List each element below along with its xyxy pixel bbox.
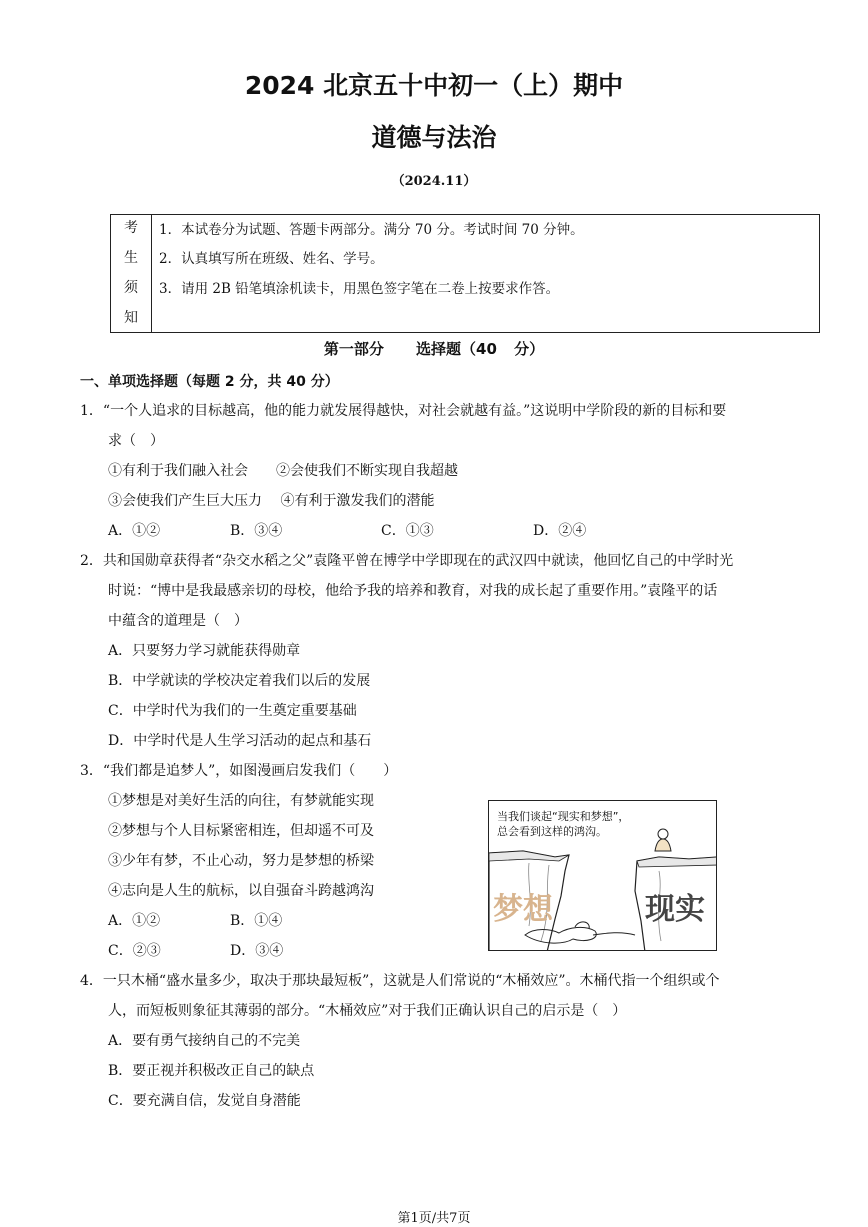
question-statement: ④志向是人生的航标，以自强奋斗跨越鸿沟 <box>108 883 374 899</box>
option-d: D．③④ <box>230 943 284 959</box>
notice-line: 2．认真填写所在班级、姓名、学号。 <box>159 251 384 267</box>
exam-subject: 道德与法治 <box>371 123 497 152</box>
notice-char: 考 <box>124 220 138 236</box>
option-b: B．中学就读的学校决定着我们以后的发展 <box>108 673 371 689</box>
notice-char: 知 <box>124 310 138 326</box>
option-d: D．中学时代是人生学习活动的起点和基石 <box>108 733 372 749</box>
question-stem: 4．一只木桶“盛水量多少，取决于那块最短板”，这就是人们常说的“木桶效应”。木桶代指一个组织或个 <box>80 973 720 989</box>
question-stem: 求（ ） <box>108 433 164 449</box>
cartoon-caption: 总会看到这样的鸿沟。 <box>497 825 607 838</box>
option-b: B．①④ <box>230 913 283 929</box>
notice-line: 1．本试卷分为试题、答题卡两部分。满分 70 分。考试时间 70 分钟。 <box>159 222 584 238</box>
part-title: 第一部分 选择题（40 分） <box>323 340 545 358</box>
option-d: D．②④ <box>533 523 587 539</box>
option-b: B．③④ <box>230 523 283 539</box>
page-number: 第1页/共7页 <box>397 1211 471 1226</box>
person-figure <box>655 829 671 851</box>
option-c: C．②③ <box>108 943 161 959</box>
notice-line: 3．请用 2B 铅笔填涂机读卡，用黑色签字笔在二卷上按要求作答。 <box>159 281 560 297</box>
section-title: 一、单项选择题（每题 2 分，共 40 分） <box>80 374 339 390</box>
cartoon-caption: 当我们谈起“现实和梦想”， <box>497 810 630 823</box>
exam-date: （2024.11） <box>391 174 477 189</box>
question-statement: ②梦想与个人目标紧密相连，但却遥不可及 <box>108 823 374 839</box>
option-c: C．中学时代为我们的一生奠定重要基础 <box>108 703 357 719</box>
question-stem: 1．“一个人追求的目标越高，他的能力就发展得越快，对社会就越有益。”这说明中学阶段的新的目标和要 <box>80 403 727 419</box>
exam-title: 2024 北京五十中初一（上）期中 <box>244 71 624 100</box>
question-stem: 人，而短板则象征其薄弱的部分。“木桶效应”对于我们正确认识自己的启示是（ ） <box>108 1003 627 1019</box>
option-b: B．要正视并积极改正自己的缺点 <box>108 1063 315 1079</box>
question-statement: ①梦想是对美好生活的向往，有梦就能实现 <box>108 793 374 809</box>
dream-label: 梦想 <box>493 892 553 927</box>
notice-char: 须 <box>124 280 138 296</box>
question-statement: ③会使我们产生巨大压力 ④有利于激发我们的潜能 <box>108 493 435 509</box>
option-c: C．要充满自信，发觉自身潜能 <box>108 1093 301 1109</box>
question-stem: 3．“我们都是追梦人”，如图漫画启发我们（ ） <box>80 763 398 779</box>
question-statement: ①有利于我们融入社会 ②会使我们不断实现自我超越 <box>108 463 458 479</box>
notice-char: 生 <box>124 250 138 266</box>
question-stem: 中蕴含的道理是（ ） <box>108 613 248 629</box>
cartoon-drawing <box>489 801 717 951</box>
question-stem: 2．共和国勋章获得者“杂交水稻之父”袁隆平曾在博学中学即现在的武汉四中就读，他回忆自己的中学时光 <box>80 553 734 569</box>
option-a: A．要有勇气接纳自己的不完美 <box>108 1033 301 1049</box>
option-a: A．①② <box>108 913 161 929</box>
notice-side-label <box>111 215 152 332</box>
option-a: A．只要努力学习就能获得勋章 <box>108 643 301 659</box>
dream-reality-cartoon <box>488 800 717 951</box>
option-a: A．①② <box>108 523 161 539</box>
option-c: C．①③ <box>381 523 434 539</box>
question-stem: 时说：“博中是我最感亲切的母校，他给予我的培养和教育，对我的成长起了重要作用。”袁隆平的话 <box>108 583 718 599</box>
reality-label: 现实 <box>645 892 705 927</box>
question-statement: ③少年有梦，不止心动，努力是梦想的桥梁 <box>108 853 374 869</box>
exam-notice-box <box>110 214 820 333</box>
